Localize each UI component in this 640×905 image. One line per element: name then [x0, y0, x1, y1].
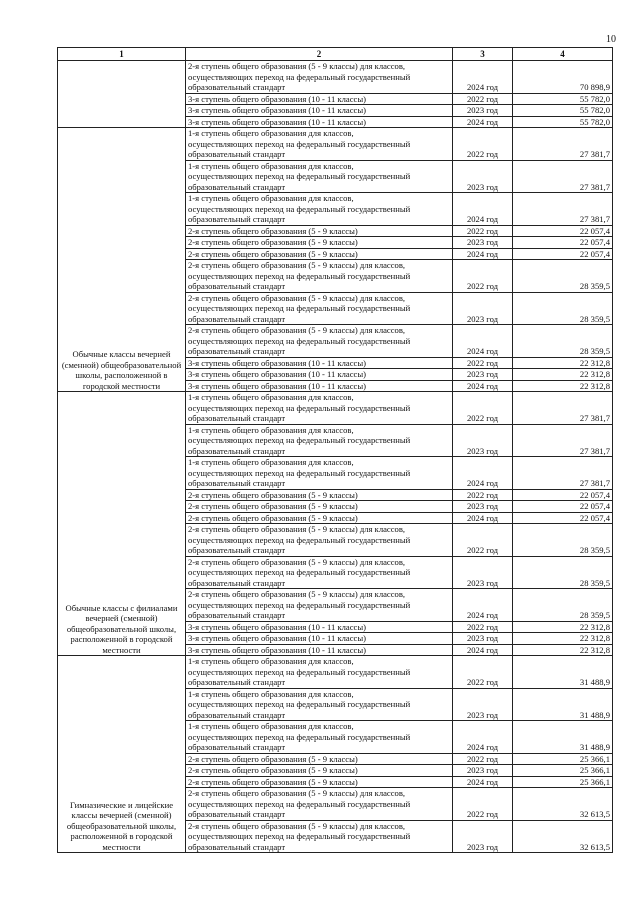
year-cell: 2024 год: [453, 248, 513, 260]
description-cell: 3-я ступень общего образования (10 - 11 классы): [186, 116, 453, 128]
year-cell: 2023 год: [453, 765, 513, 777]
amount-cell: 27 381,7: [513, 424, 613, 457]
description-cell: 2-я ступень общего образования (5 - 9 классы) для классов, осуществляющих переход на федеральный государственный образовательный стандарт: [186, 260, 453, 293]
amount-cell: 32 613,5: [513, 788, 613, 821]
description-cell: 2-я ступень общего образования (5 - 9 классы) для классов, осуществляющих переход на федеральный государственный образовательный стандарт: [186, 325, 453, 358]
amount-cell: 22 312,8: [513, 380, 613, 392]
amount-cell: 22 312,8: [513, 633, 613, 645]
year-cell: 2022 год: [453, 93, 513, 105]
header-row: [58, 48, 613, 61]
amount-cell: 28 359,5: [513, 260, 613, 293]
year-cell: 2024 год: [453, 721, 513, 754]
column-header-4: 4: [513, 48, 613, 61]
description-cell: 2-я ступень общего образования (5 - 9 классы) для классов, осуществляющих переход на федеральный государственный образовательный стандарт: [186, 589, 453, 622]
description-cell: 3-я ступень общего образования (10 - 11 классы): [186, 357, 453, 369]
year-cell: 2023 год: [453, 369, 513, 381]
norms-table: [57, 47, 613, 853]
year-cell: 2023 год: [453, 501, 513, 513]
year-cell: 2023 год: [453, 688, 513, 721]
category-cell: Обычные классы с филиалами вечерней (сменной) общеобразовательной школы, расположенной в городской местности: [58, 392, 186, 656]
table-row: [58, 392, 613, 425]
year-cell: 2023 год: [453, 424, 513, 457]
table-row: [58, 128, 613, 161]
year-cell: 2022 год: [453, 392, 513, 425]
description-cell: 2-я ступень общего образования (5 - 9 классы) для классов, осуществляющих переход на федеральный государственный образовательный стандарт: [186, 820, 453, 853]
year-cell: 2022 год: [453, 524, 513, 557]
amount-cell: 27 381,7: [513, 160, 613, 193]
table-row: [58, 656, 613, 689]
year-cell: 2022 год: [453, 260, 513, 293]
year-cell: 2022 год: [453, 489, 513, 501]
description-cell: 2-я ступень общего образования (5 - 9 классы) для классов, осуществляющих переход на федеральный государственный образовательный стандарт: [186, 556, 453, 589]
year-cell: 2023 год: [453, 105, 513, 117]
amount-cell: 25 366,1: [513, 776, 613, 788]
year-cell: 2022 год: [453, 656, 513, 689]
description-cell: 2-я ступень общего образования (5 - 9 классы): [186, 512, 453, 524]
description-cell: 3-я ступень общего образования (10 - 11 классы): [186, 93, 453, 105]
amount-cell: 22 057,4: [513, 225, 613, 237]
amount-cell: 25 366,1: [513, 753, 613, 765]
amount-cell: 22 057,4: [513, 248, 613, 260]
description-cell: 2-я ступень общего образования (5 - 9 классы): [186, 225, 453, 237]
category-cell: [58, 61, 186, 128]
amount-cell: 28 359,5: [513, 556, 613, 589]
amount-cell: 22 057,4: [513, 237, 613, 249]
description-cell: 3-я ступень общего образования (10 - 11 классы): [186, 633, 453, 645]
year-cell: 2023 год: [453, 292, 513, 325]
year-cell: 2022 год: [453, 753, 513, 765]
amount-cell: 22 312,8: [513, 357, 613, 369]
description-cell: 3-я ступень общего образования (10 - 11 классы): [186, 369, 453, 381]
description-cell: 2-я ступень общего образования (5 - 9 классы) для классов, осуществляющих переход на федеральный государственный образовательный стандарт: [186, 788, 453, 821]
year-cell: 2024 год: [453, 589, 513, 622]
year-cell: 2023 год: [453, 820, 513, 853]
year-cell: 2022 год: [453, 128, 513, 161]
year-cell: 2022 год: [453, 788, 513, 821]
description-cell: 2-я ступень общего образования (5 - 9 классы) для классов, осуществляющих переход на федеральный государственный образовательный стандарт: [186, 292, 453, 325]
description-cell: 1-я ступень общего образования для классов, осуществляющих переход на федеральный государственный образовательный стандарт: [186, 193, 453, 226]
amount-cell: 27 381,7: [513, 193, 613, 226]
year-cell: 2024 год: [453, 776, 513, 788]
amount-cell: 22 057,4: [513, 501, 613, 513]
description-cell: 1-я ступень общего образования для классов, осуществляющих переход на федеральный государственный образовательный стандарт: [186, 721, 453, 754]
amount-cell: 22 057,4: [513, 512, 613, 524]
table-row: [58, 61, 613, 94]
table-body: [58, 61, 613, 853]
column-header-3: 3: [453, 48, 513, 61]
description-cell: 2-я ступень общего образования (5 - 9 классы) для классов, осуществляющих переход на федеральный государственный образовательный стандарт: [186, 61, 453, 94]
amount-cell: 31 488,9: [513, 688, 613, 721]
description-cell: 1-я ступень общего образования для классов, осуществляющих переход на федеральный государственный образовательный стандарт: [186, 392, 453, 425]
description-cell: 3-я ступень общего образования (10 - 11 классы): [186, 105, 453, 117]
amount-cell: 55 782,0: [513, 93, 613, 105]
amount-cell: 25 366,1: [513, 765, 613, 777]
amount-cell: 27 381,7: [513, 128, 613, 161]
amount-cell: 27 381,7: [513, 457, 613, 490]
description-cell: 2-я ступень общего образования (5 - 9 классы): [186, 753, 453, 765]
year-cell: 2023 год: [453, 633, 513, 645]
year-cell: 2024 год: [453, 380, 513, 392]
amount-cell: 55 782,0: [513, 116, 613, 128]
column-header-1: 1: [58, 48, 186, 61]
category-cell: Обычные классы вечерней (сменной) общеобразовательной школы, расположенной в городской местности: [58, 128, 186, 392]
amount-cell: 32 613,5: [513, 820, 613, 853]
amount-cell: 22 057,4: [513, 489, 613, 501]
description-cell: 2-я ступень общего образования (5 - 9 классы) для классов, осуществляющих переход на федеральный государственный образовательный стандарт: [186, 524, 453, 557]
description-cell: 1-я ступень общего образования для классов, осуществляющих переход на федеральный государственный образовательный стандарт: [186, 656, 453, 689]
year-cell: 2023 год: [453, 160, 513, 193]
description-cell: 2-я ступень общего образования (5 - 9 классы): [186, 237, 453, 249]
amount-cell: 22 312,8: [513, 644, 613, 656]
year-cell: 2024 год: [453, 644, 513, 656]
amount-cell: 31 488,9: [513, 656, 613, 689]
description-cell: 2-я ступень общего образования (5 - 9 классы): [186, 501, 453, 513]
year-cell: 2022 год: [453, 225, 513, 237]
year-cell: 2024 год: [453, 512, 513, 524]
year-cell: 2024 год: [453, 457, 513, 490]
description-cell: 3-я ступень общего образования (10 - 11 классы): [186, 380, 453, 392]
year-cell: 2024 год: [453, 61, 513, 94]
category-cell: Гимназические и лицейские классы вечерней (сменной) общеобразовательной школы, расположенной в городской местности: [58, 656, 186, 853]
amount-cell: 31 488,9: [513, 721, 613, 754]
amount-cell: 55 782,0: [513, 105, 613, 117]
amount-cell: 70 898,9: [513, 61, 613, 94]
year-cell: 2022 год: [453, 621, 513, 633]
description-cell: 1-я ступень общего образования для классов, осуществляющих переход на федеральный государственный образовательный стандарт: [186, 424, 453, 457]
page-number: 10: [606, 34, 616, 45]
amount-cell: 27 381,7: [513, 392, 613, 425]
year-cell: 2022 год: [453, 357, 513, 369]
description-cell: 2-я ступень общего образования (5 - 9 классы): [186, 776, 453, 788]
year-cell: 2023 год: [453, 556, 513, 589]
year-cell: 2024 год: [453, 325, 513, 358]
description-cell: 1-я ступень общего образования для классов, осуществляющих переход на федеральный государственный образовательный стандарт: [186, 128, 453, 161]
description-cell: 1-я ступень общего образования для классов, осуществляющих переход на федеральный государственный образовательный стандарт: [186, 160, 453, 193]
amount-cell: 28 359,5: [513, 292, 613, 325]
year-cell: 2024 год: [453, 116, 513, 128]
description-cell: 3-я ступень общего образования (10 - 11 классы): [186, 644, 453, 656]
amount-cell: 28 359,5: [513, 325, 613, 358]
description-cell: 2-я ступень общего образования (5 - 9 классы): [186, 765, 453, 777]
amount-cell: 22 312,8: [513, 369, 613, 381]
description-cell: 2-я ступень общего образования (5 - 9 классы): [186, 489, 453, 501]
column-header-2: 2: [186, 48, 453, 61]
amount-cell: 28 359,5: [513, 524, 613, 557]
description-cell: 1-я ступень общего образования для классов, осуществляющих переход на федеральный государственный образовательный стандарт: [186, 457, 453, 490]
description-cell: 3-я ступень общего образования (10 - 11 классы): [186, 621, 453, 633]
description-cell: 2-я ступень общего образования (5 - 9 классы): [186, 248, 453, 260]
year-cell: 2024 год: [453, 193, 513, 226]
year-cell: 2023 год: [453, 237, 513, 249]
amount-cell: 28 359,5: [513, 589, 613, 622]
amount-cell: 22 312,8: [513, 621, 613, 633]
description-cell: 1-я ступень общего образования для классов, осуществляющих переход на федеральный государственный образовательный стандарт: [186, 688, 453, 721]
